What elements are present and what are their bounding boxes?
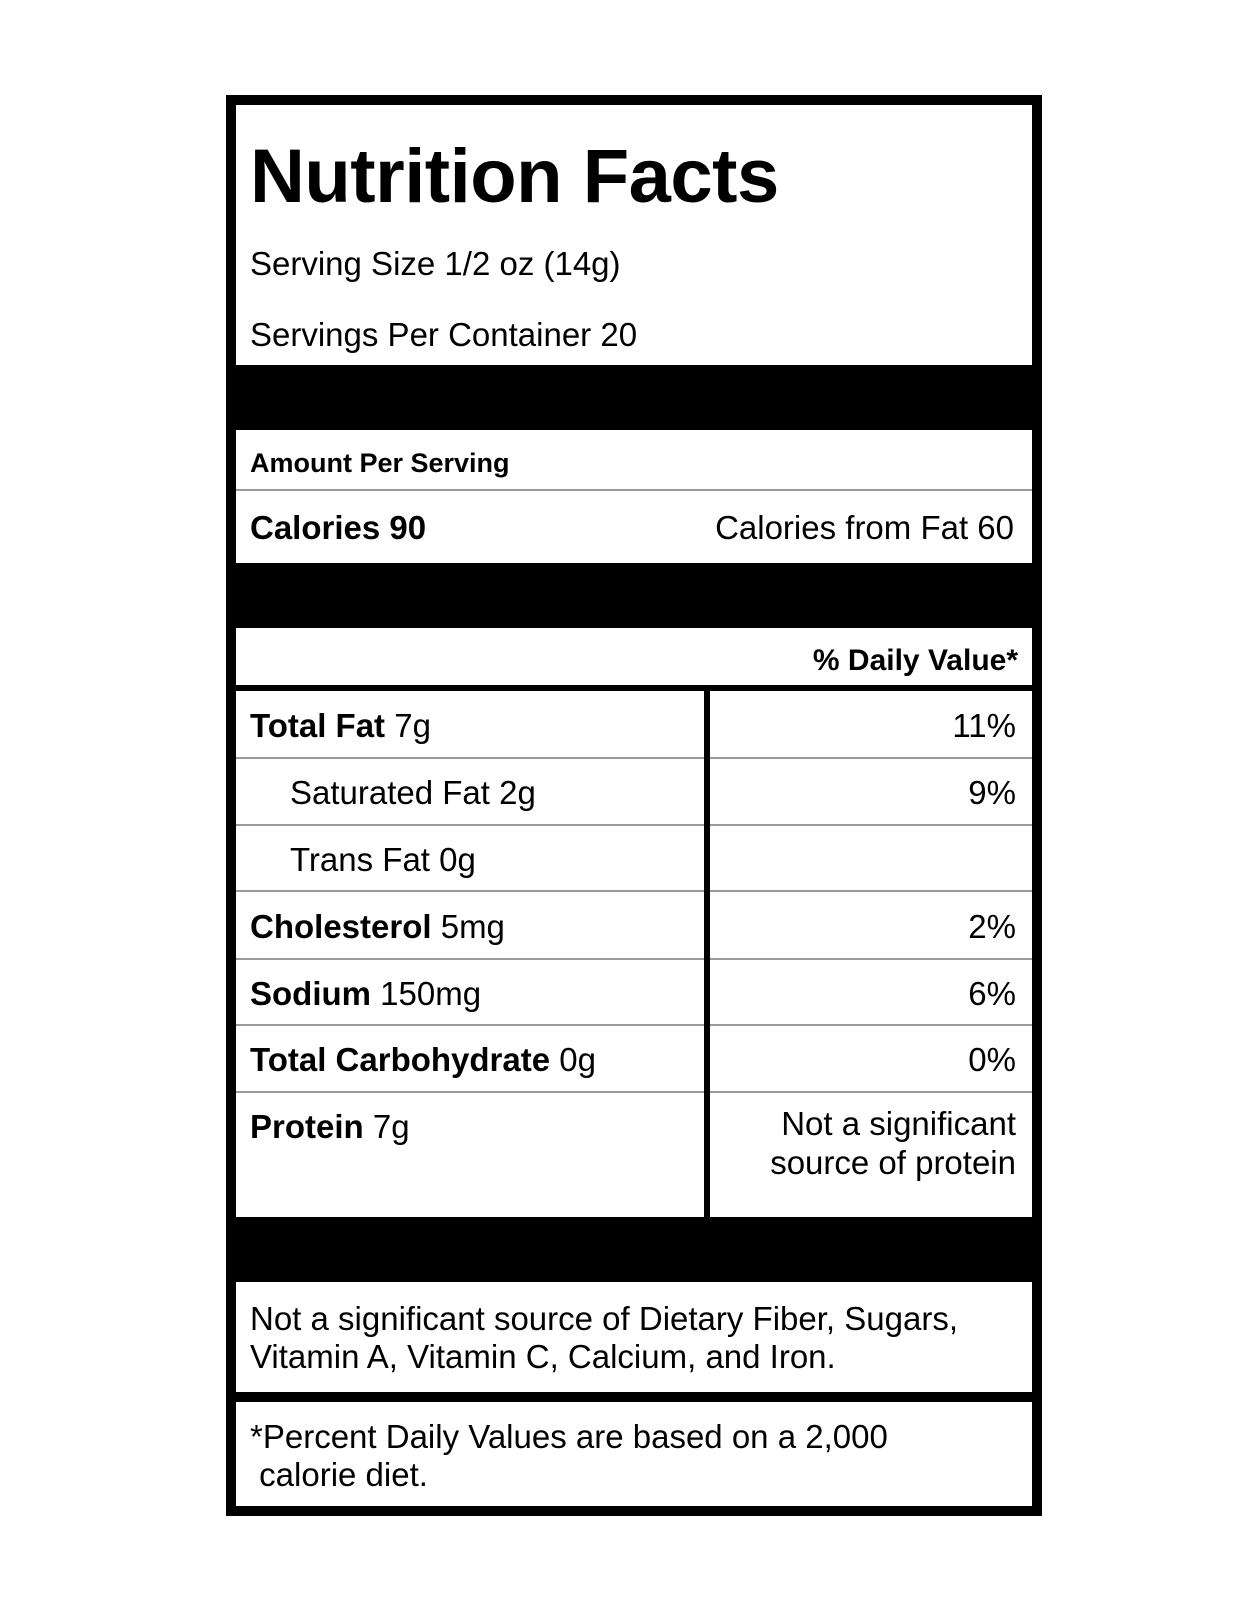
nutrient-name: Total Fat xyxy=(250,707,386,744)
nutrient-name: Total Carbohydrate xyxy=(250,1041,551,1078)
nutrient-dv: 2% xyxy=(968,908,1016,945)
footnote-panel xyxy=(236,1282,1032,1392)
protein-dv-line-2: source of protein xyxy=(770,1144,1016,1181)
nutrient-name: Protein xyxy=(250,1108,364,1145)
footnote-line-2: Vitamin A, Vitamin C, Calcium, and Iron. xyxy=(250,1338,836,1375)
label-title: Nutrition Facts xyxy=(250,134,779,219)
nutrient-name: Sodium xyxy=(250,975,371,1012)
nutrient-name: Saturated Fat xyxy=(290,774,490,811)
nutrients-panel xyxy=(236,628,1032,1217)
nutrient-row-cholesterol xyxy=(236,892,1032,960)
protein-dv-note xyxy=(770,1104,1016,1182)
nutrient-row-protein xyxy=(236,1093,1032,1217)
column-divider xyxy=(704,691,710,1217)
nutrient-dv: 6% xyxy=(968,975,1016,1012)
servings-per-container: Servings Per Container 20 xyxy=(250,316,638,353)
nutrient-row-sodium xyxy=(236,960,1032,1026)
nutrient-row-trans-fat xyxy=(236,826,1032,892)
nutrient-amount: 7g xyxy=(394,707,431,744)
percent-note-line-1: *Percent Daily Values are based on a 2,000 xyxy=(250,1418,888,1455)
nutrient-amount: 0g xyxy=(559,1041,596,1078)
nutrient-amount: 2g xyxy=(499,774,536,811)
percent-daily-value-note xyxy=(250,1418,1020,1494)
nutrient-dv: 11% xyxy=(952,707,1016,744)
calories-from-fat: Calories from Fat 60 xyxy=(715,509,1014,546)
nutrition-label xyxy=(226,95,1042,1516)
nutrient-amount: 0g xyxy=(439,841,476,878)
nutrient-row-total-fat xyxy=(236,691,1032,759)
divider xyxy=(236,489,1032,491)
calories-row xyxy=(250,508,1014,548)
not-significant-note xyxy=(250,1300,1020,1376)
percent-note-panel xyxy=(236,1402,1032,1506)
nutrient-amount: 150mg xyxy=(380,975,482,1012)
nutrient-row-total-carbohydrate xyxy=(236,1026,1032,1093)
protein-dv-line-1: Not a significant xyxy=(781,1105,1016,1142)
nutrient-name: Trans Fat xyxy=(290,841,430,878)
daily-value-header: % Daily Value* xyxy=(812,644,1018,677)
amount-per-serving: Amount Per Serving xyxy=(250,448,510,478)
calories-panel xyxy=(236,430,1032,563)
nutrient-dv: 9% xyxy=(968,774,1016,811)
nutrient-dv: 0% xyxy=(968,1041,1016,1078)
header-panel xyxy=(236,105,1032,365)
serving-size: Serving Size 1/2 oz (14g) xyxy=(250,245,621,282)
percent-note-line-2: calorie diet. xyxy=(250,1456,428,1493)
nutrient-row-saturated-fat xyxy=(236,759,1032,826)
footnote-line-1: Not a significant source of Dietary Fiber, Sugars, xyxy=(250,1300,958,1337)
calories-value: Calories 90 xyxy=(250,509,427,546)
nutrient-amount: 7g xyxy=(372,1108,410,1145)
nutrient-amount: 5mg xyxy=(440,908,505,945)
nutrient-name: Cholesterol xyxy=(250,908,432,945)
